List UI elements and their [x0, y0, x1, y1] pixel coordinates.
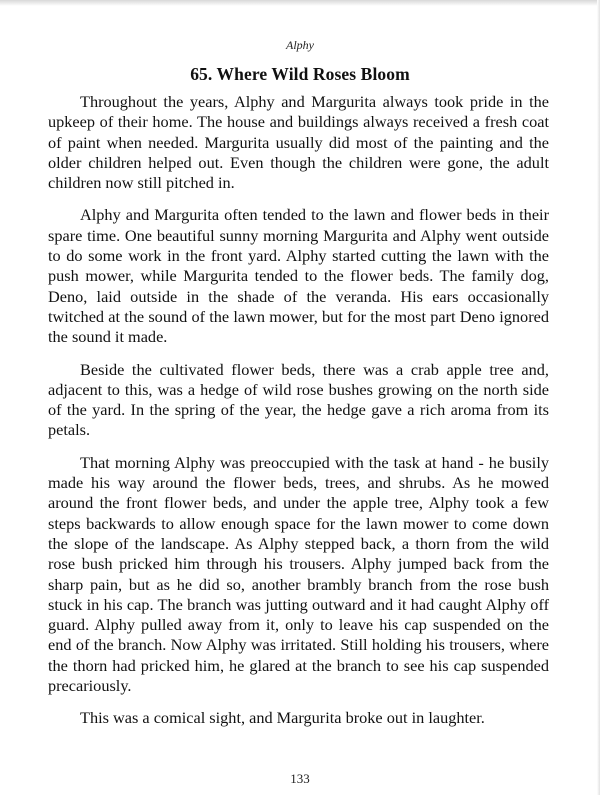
- paragraph-4: That morning Alphy was preoccupied with the task at hand - he busily made his way around the flower beds, trees, and shrubs. As he mowed around the front flower beds, and under the apple tree, Alphy took a few steps backwards to allow enough space for the lawn mower to come down the slope of the landscape. As Alphy stepped back, a thorn from the wild rose bush pricked him through his trousers. Alphy jumped back from the sharp pain, but as he did so, another brambly branch from the rose bush stuck in his cap. The branch was jutting outward and it had caught Alphy off guard. Alphy pulled away from it, only to leave his cap suspended on the end of the branch. Now Alphy was irritated. Still holding his trousers, where the thorn had pricked him, he glared at the branch to see his cap suspended precariously.: [48, 452, 549, 696]
- paragraph-3: Beside the cultivated flower beds, there was a crab apple tree and, adjacent to this, was a hedge of wild rose bushes growing on the north side of the yard. In the spring of the year, the hedge gave a rich aroma from its petals.: [48, 359, 549, 440]
- chapter-title: 65. Where Wild Roses Bloom: [190, 64, 410, 84]
- running-head: Alphy: [286, 38, 314, 52]
- paragraph-2: Alphy and Margurita often tended to the lawn and flower beds in their spare time. One beautiful sunny morning Margurita and Alphy went outside to do some work in the front yard. Alphy started cutting the lawn with the push mower, while Margurita tended to the flower beds. The family dog, Deno, laid outside in the shade of the veranda. His ears occasionally twitched at the sound of the lawn mower, but for the most part Deno ignored the sound it made.: [48, 205, 549, 347]
- paragraph-1: Throughout the years, Alphy and Margurita always took pride in the upkeep of their home. The house and buildings always received a fresh coat of paint when needed. Margurita usually did most of the painting and the older children helped out. Even though the children were gone, the adult children now still pitched in.: [48, 92, 549, 193]
- scan-top-edge: [0, 0, 600, 6]
- paragraph-5: This was a comical sight, and Margurita broke out in laughter.: [80, 708, 485, 728]
- body-text: [48, 92, 549, 741]
- page-number: 133: [290, 771, 310, 786]
